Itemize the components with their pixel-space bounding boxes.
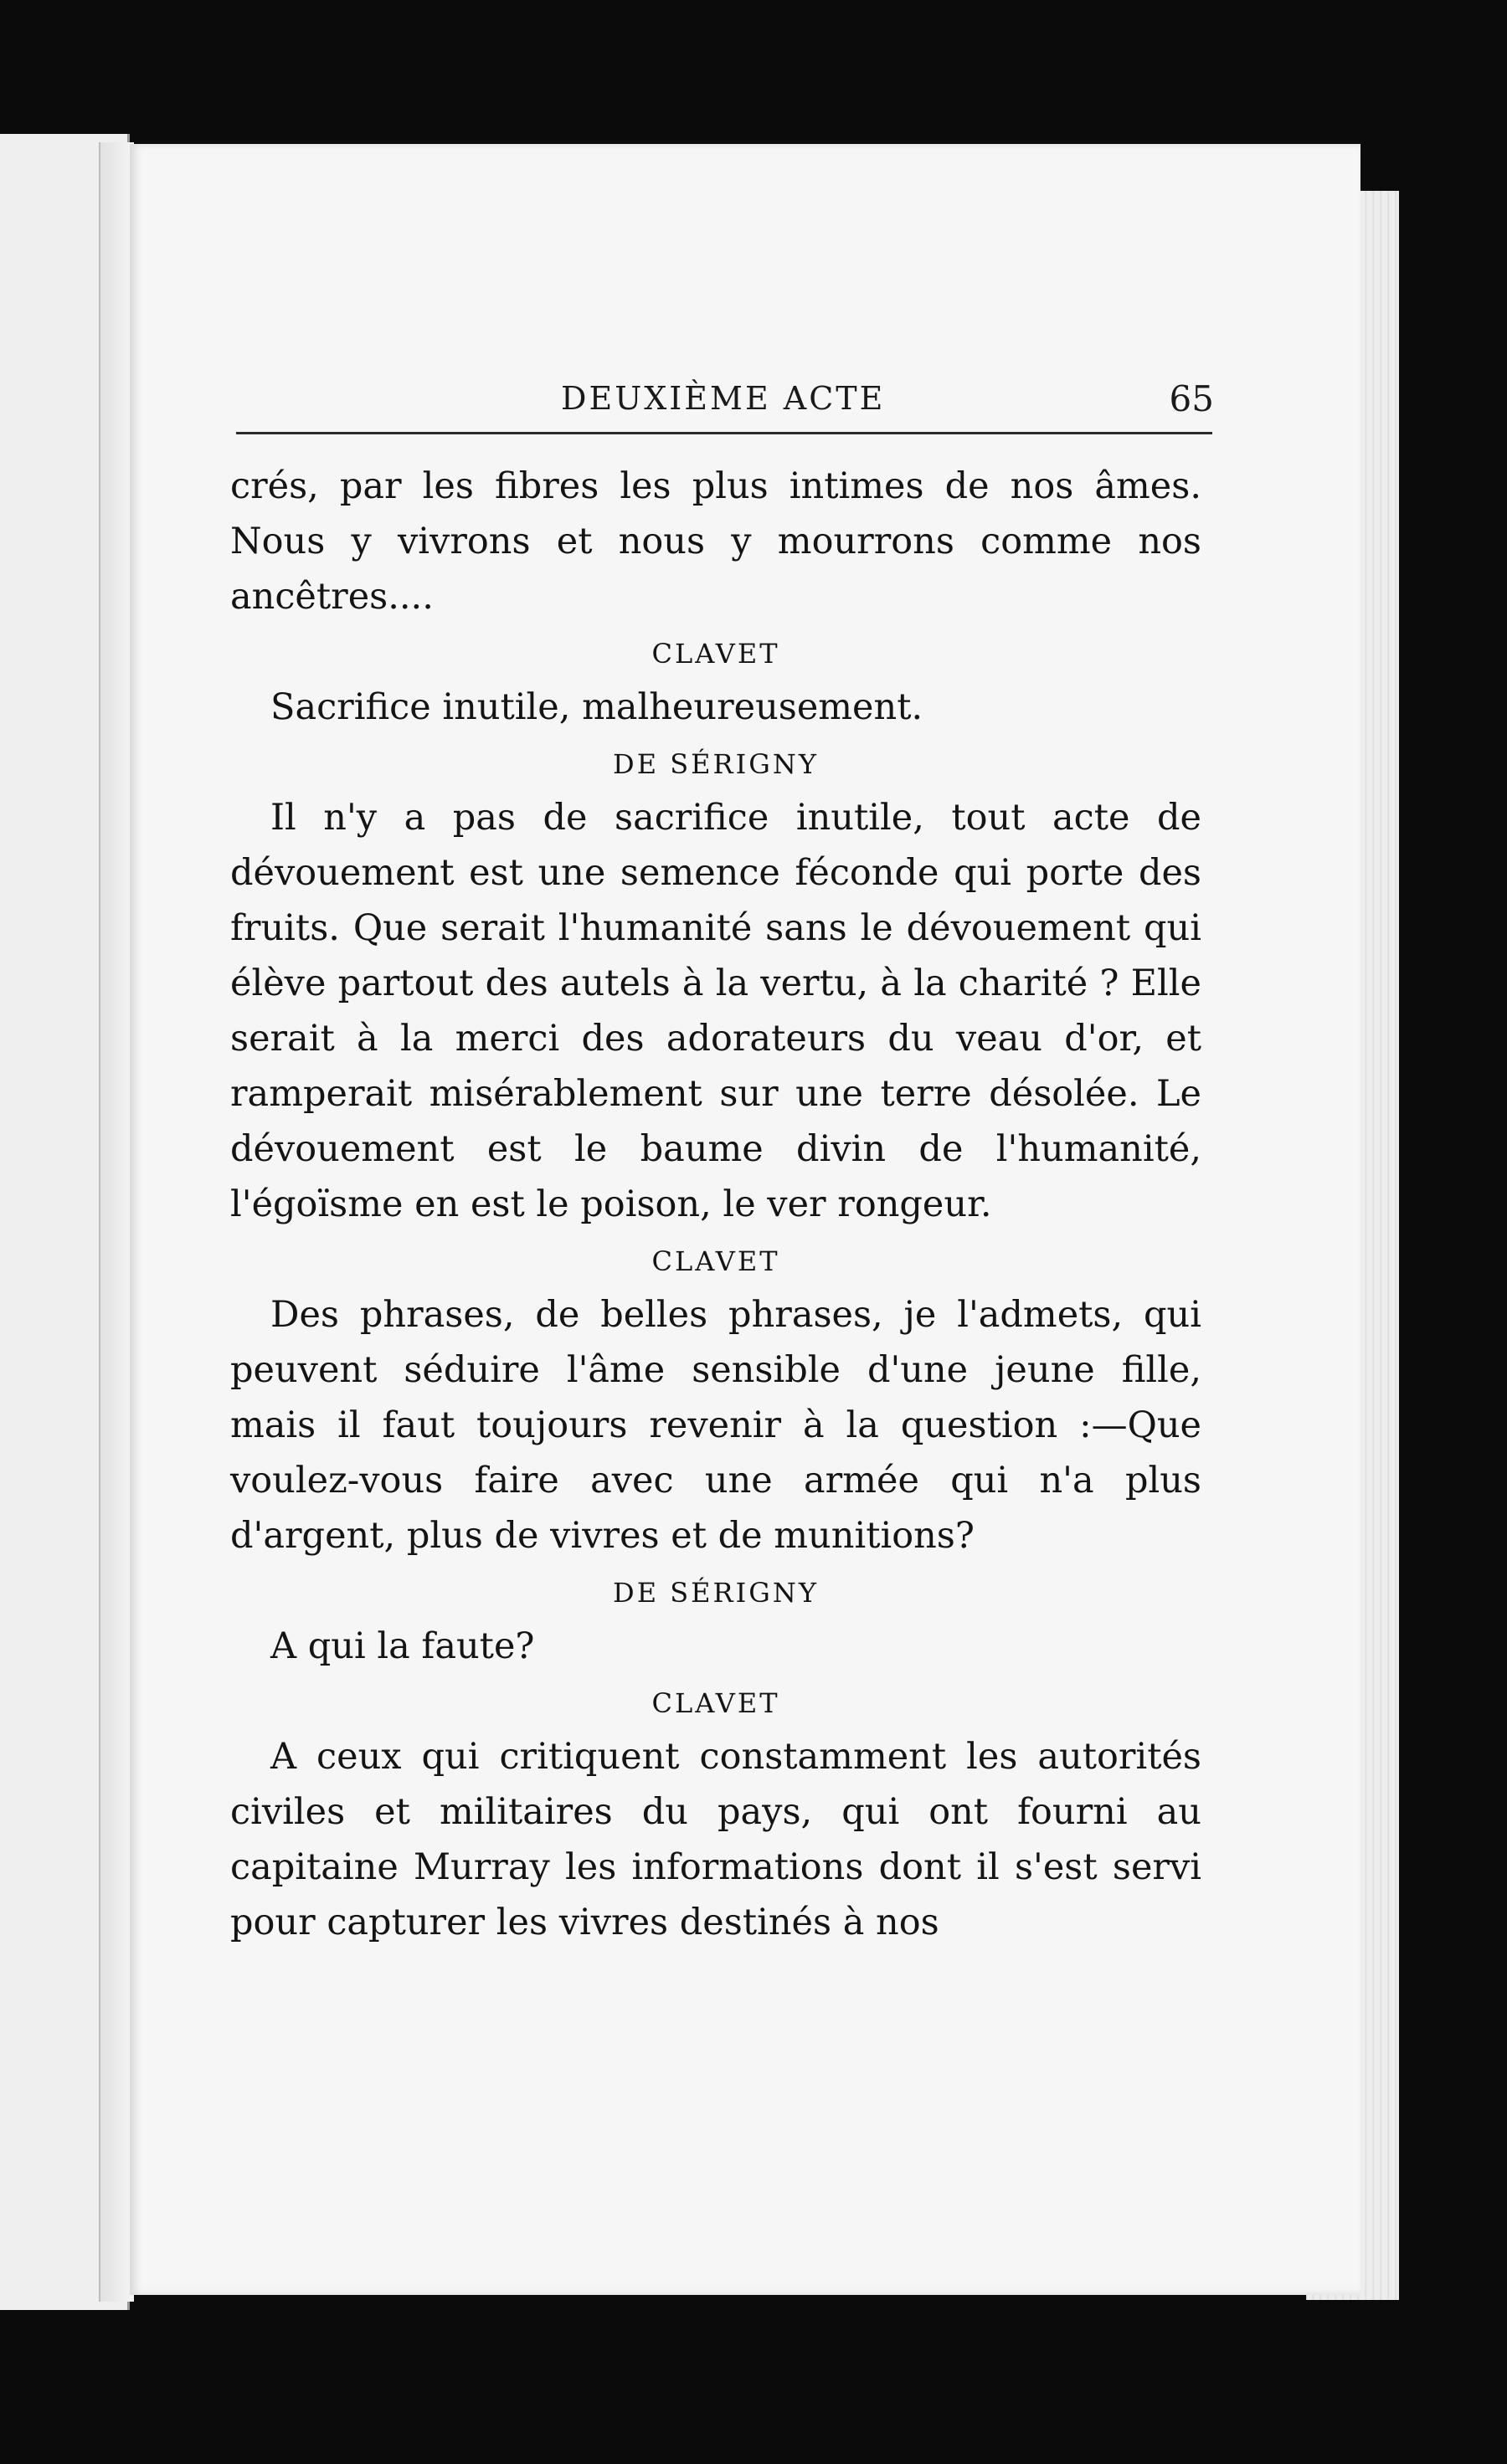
speech-paragraph: Il n'y a pas de sacrifice inutile, tout acte de dévouement est une semence féconde qui porte des fruits. Que serait l'humanité sans le dévouement qui élève partout des autels à la vertu, à la charité ? Elle serait à la merci des adorateurs du veau d'or, et ramperait misérablement sur une terre désolée. Le dévouement est le baume divin de l'humanité, l'égoïsme en est le poison, le ver rongeur. <box>230 797 1201 1225</box>
body-text <box>230 459 1201 1950</box>
speaker-name: CLAVET <box>651 638 780 670</box>
running-head: DEUXIÈME ACTE <box>561 380 886 417</box>
book-gutter <box>99 142 134 2302</box>
speech-paragraph: Des phrases, de belles phrases, je l'admets, qui peuvent séduire l'âme sensible d'une jeune fille, mais il faut toujours revenir à la question :—Que voulez-vous faire avec une armée qui n'a plus d'argent, plus de vivres et de munitions? <box>230 1294 1201 1557</box>
page-number: 65 <box>1169 378 1214 419</box>
speech-paragraph: A qui la faute? <box>270 1625 535 1667</box>
page-header <box>234 375 1214 425</box>
speaker-name: CLAVET <box>651 1245 780 1277</box>
speaker-name: DE SÉRIGNY <box>613 748 819 780</box>
speech-paragraph: Sacrifice inutile, malheureusement. <box>270 686 923 728</box>
speech-paragraph: A ceux qui critiquent constamment les autorités civiles et militaires du pays, qui ont fourni au capitaine Murray les informations dont il s'est servi pour capturer les vivres destinés à nos <box>230 1736 1201 1943</box>
continuation-paragraph: crés, par les fibres les plus intimes de nos âmes. Nous y vivrons et nous y mourrons comme nos ancêtres.... <box>230 465 1201 618</box>
speaker-name: DE SÉRIGNY <box>613 1577 819 1609</box>
speaker-name: CLAVET <box>651 1687 780 1719</box>
header-rule <box>236 432 1212 434</box>
